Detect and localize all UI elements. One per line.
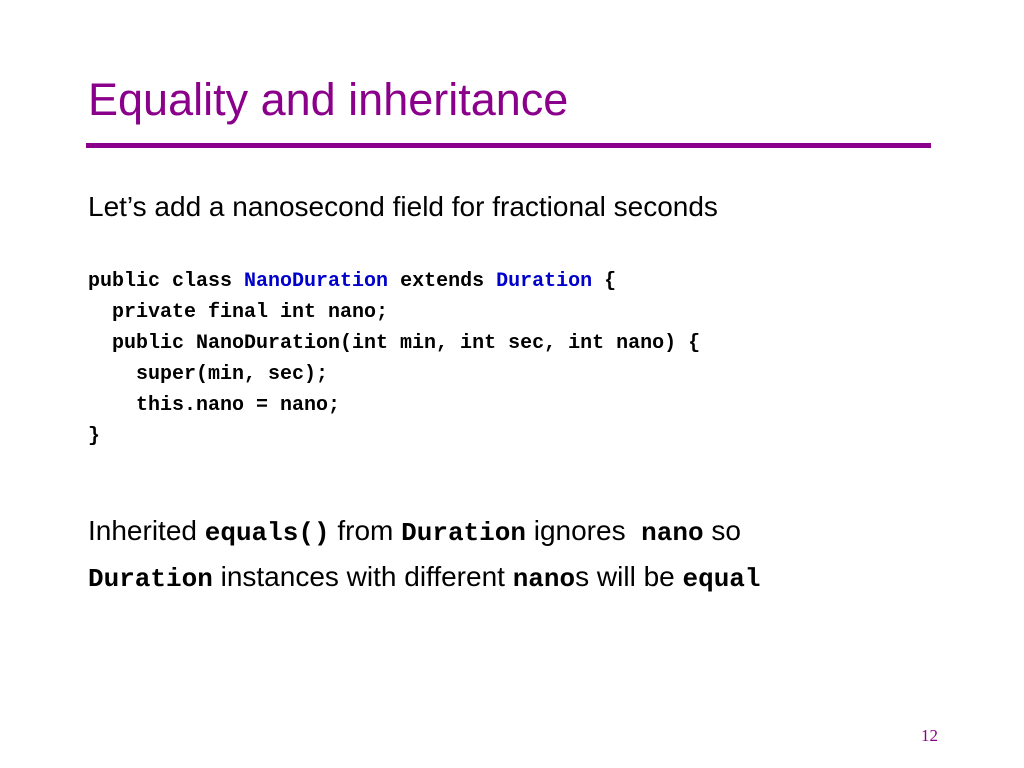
code-block [88, 266, 700, 452]
code-line-2: private final int nano; [88, 301, 389, 324]
explanation-line-1 [88, 509, 761, 555]
code-line-1 [88, 266, 700, 297]
code-text: { [592, 270, 617, 293]
inline-code: nano [512, 564, 576, 594]
para-text: s will be [575, 561, 683, 592]
para-text: instances with different [212, 561, 513, 592]
inline-code: Duration [401, 518, 526, 548]
code-text: public class [88, 270, 245, 293]
code-line-3: public NanoDuration(int min, int sec, int nano) { [88, 332, 701, 355]
para-text: so [703, 515, 741, 546]
inline-code: nano [641, 518, 704, 548]
code-line-4: super(min, sec); [88, 363, 329, 386]
code-type-name: NanoDuration [244, 270, 389, 293]
inline-code: equals() [204, 518, 330, 548]
page-number: 12 [921, 726, 938, 745]
code-line-5: this.nano = nano; [88, 394, 341, 417]
inline-code: Duration [88, 564, 213, 594]
slide-subtitle: Let’s add a nanosecond field for fractional seconds [88, 191, 718, 222]
code-type-name: Duration [496, 270, 593, 293]
code-text: extends [388, 270, 497, 293]
inline-code: equal [682, 564, 761, 594]
title-divider [86, 143, 931, 148]
para-text: ignores [525, 515, 642, 546]
para-text: from [329, 515, 402, 546]
explanation-line-2 [88, 555, 761, 601]
slide-title: Equality and inheritance [88, 74, 569, 125]
explanation-paragraph [88, 509, 761, 601]
code-line-6: } [88, 425, 101, 448]
para-text: Inherited [88, 515, 205, 546]
